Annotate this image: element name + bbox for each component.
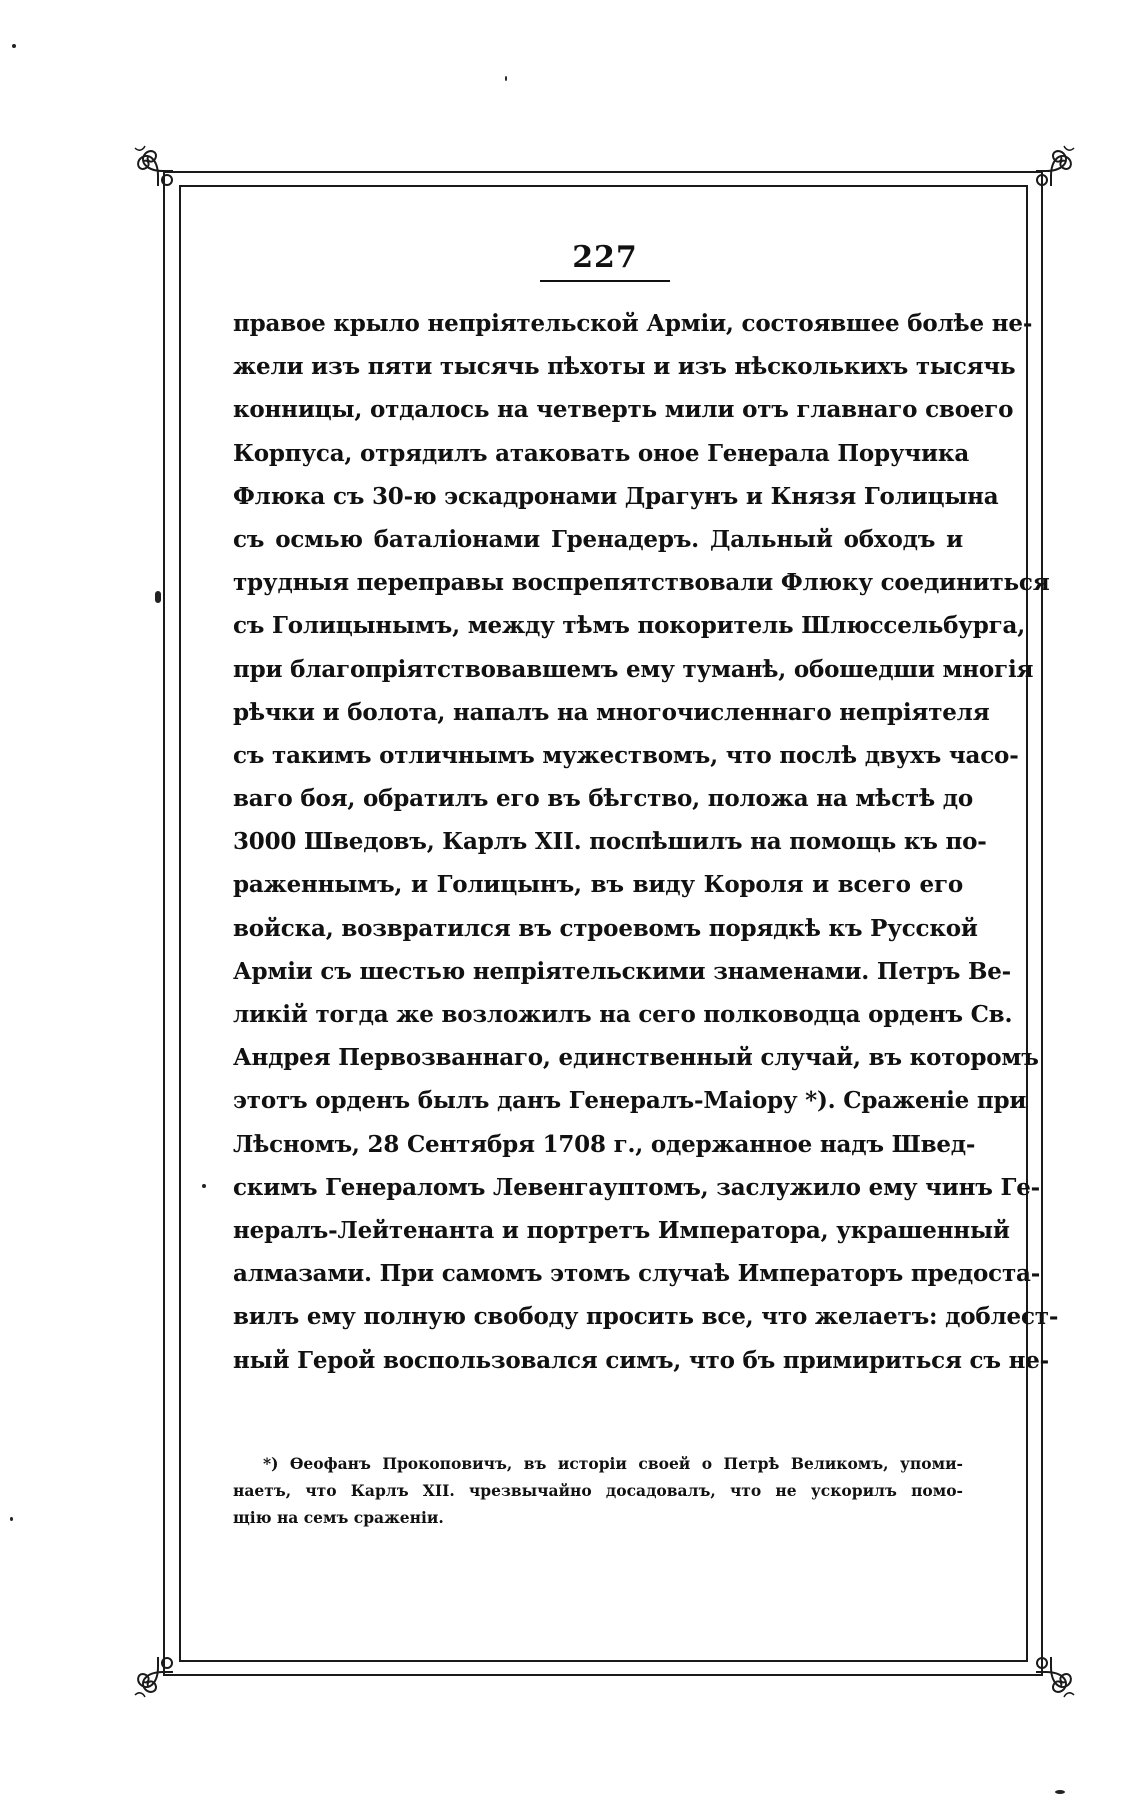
corner-ornament-bottom-left xyxy=(127,1623,207,1703)
footnote xyxy=(233,1450,963,1531)
body-line: алмазами. При самомъ этомъ случаѣ Императоръ предоста- xyxy=(233,1260,1041,1288)
body-line: съ Голицынымъ, между тѣмъ покоритель Шлюссельбурга, xyxy=(233,612,1026,640)
body-line: рѣчки и болота, напалъ на многочисленнаго непріятеля xyxy=(233,698,990,726)
corner-ornament-top-left xyxy=(127,140,207,220)
body-line: правое крыло непріятельской Арміи, состоявшее болѣе не- xyxy=(233,310,1033,337)
body-line: 3000 Шведовъ, Карлъ XII. поспѣшилъ на помощь къ по- xyxy=(233,828,987,856)
flourish-icon xyxy=(127,1623,207,1703)
body-line: ликій тогда же возложилъ на сего полководца орденъ Св. xyxy=(233,1001,1013,1028)
body-line: Арміи съ шестью непріятельскими знаменами. Петръ Ве- xyxy=(233,957,1011,985)
footnote-line: щію на семъ сраженіи. xyxy=(233,1508,444,1527)
body-line: раженнымъ, и Голицынъ, въ виду Короля и всего его xyxy=(233,871,963,899)
flourish-icon xyxy=(1002,140,1082,220)
page-number: 227 xyxy=(572,240,638,275)
body-line: скимъ Генераломъ Левенгауптомъ, заслужило ему чинъ Ге- xyxy=(233,1173,1041,1201)
body-line: ный Герой воспользовался симъ, что бъ примириться съ не- xyxy=(233,1346,1050,1374)
body-line: съ осмью баталіонами Гренадеръ. Дальный обходъ и xyxy=(233,525,963,553)
flourish-icon xyxy=(1002,1623,1082,1703)
body-line: жели изъ пяти тысячь пѣхоты и изъ нѣсколькихъ тысячь xyxy=(233,353,1016,381)
body-line: войска, возвратился въ строевомъ порядкѣ къ Русской xyxy=(233,914,978,942)
footnote-line: наетъ, что Карлъ XII. чрезвычайно досадовалъ, что не ускорилъ помо- xyxy=(233,1481,963,1500)
body-line: трудныя переправы воспрепятствовали Флюку соединиться xyxy=(233,569,1050,597)
body-line: вилъ ему полную свободу просить все, что желаетъ: доблест- xyxy=(233,1303,1059,1331)
body-line: при благопріятствовавшемъ ему туманѣ, обошедши многія xyxy=(233,655,1034,683)
body-line: конницы, отдалось на четверть мили отъ главнаго своего xyxy=(233,396,1014,424)
body-line: Корпуса, отрядилъ атаковать оное Генерала Поручика xyxy=(233,439,970,467)
body-line: нералъ-Лейтенанта и портретъ Императора, украшенный xyxy=(233,1216,1010,1244)
body-line: ваго боя, обратилъ его въ бѣгство, положа на мѣстѣ до xyxy=(233,785,974,813)
body-line: Андрея Первозваннаго, единственный случай, въ которомъ xyxy=(233,1044,1039,1072)
corner-ornament-bottom-right xyxy=(1002,1623,1082,1703)
page-number-rule xyxy=(540,280,670,282)
flourish-icon xyxy=(127,140,207,220)
body-text xyxy=(233,302,1059,1382)
body-line: этотъ орденъ былъ данъ Генералъ-Маіору *). Сраженіе при xyxy=(233,1087,1027,1115)
corner-ornament-top-right xyxy=(1002,140,1082,220)
body-line: Флюка съ 30-ю эскадронами Драгунъ и Князя Голицына xyxy=(233,482,999,510)
body-line: съ такимъ отличнымъ мужествомъ, что послѣ двухъ часо- xyxy=(233,741,1019,769)
footnote-line: *) Ѳеофанъ Прокоповичъ, въ исторіи своей о Петрѣ Великомъ, упоми- xyxy=(263,1454,963,1473)
body-line: Лѣсномъ, 28 Сентября 1708 г., одержанное надъ Швед- xyxy=(233,1130,976,1158)
